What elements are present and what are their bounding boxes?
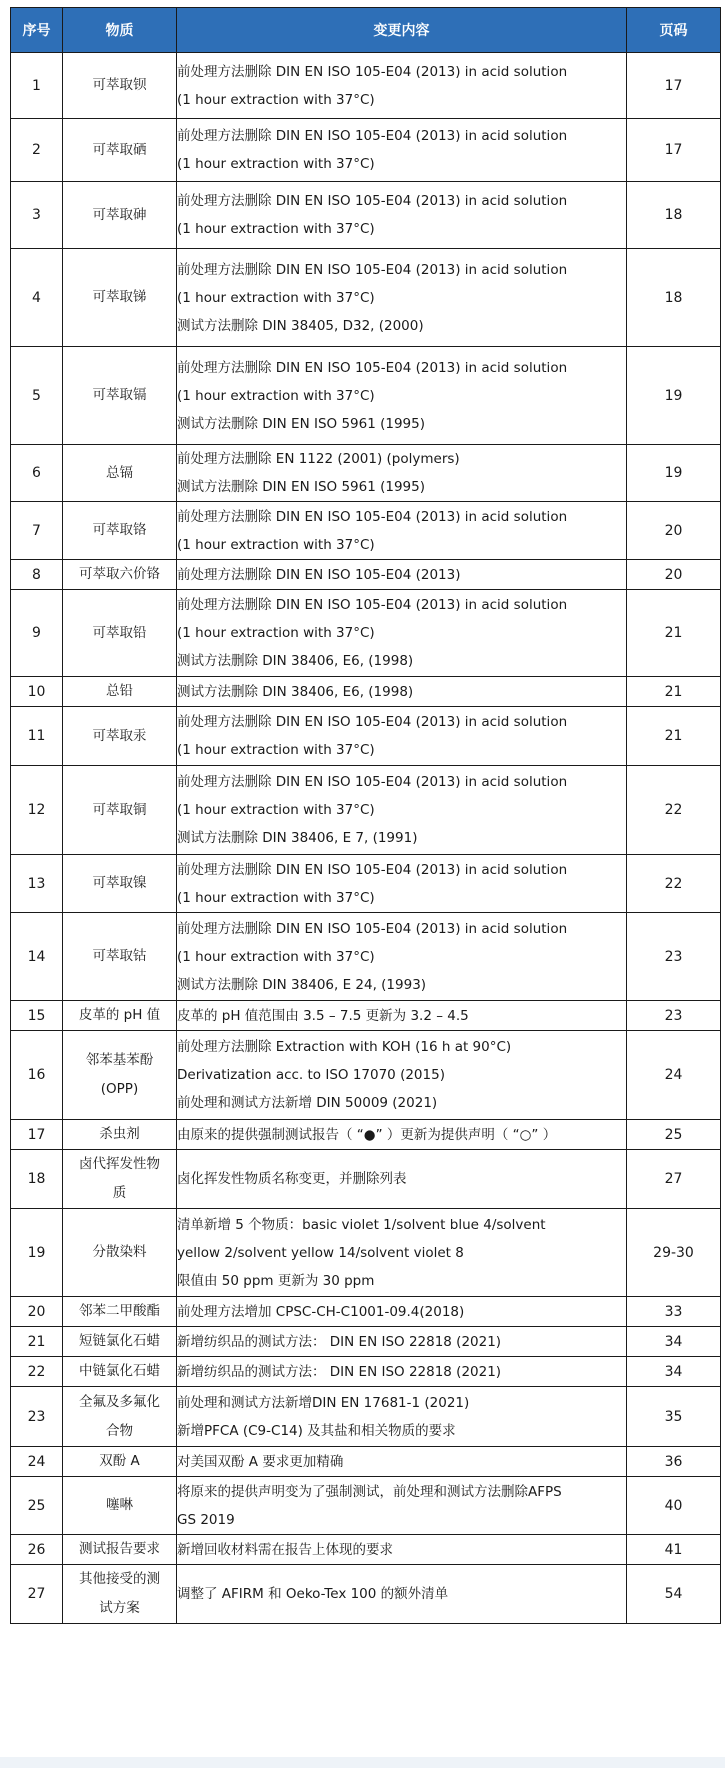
change-line: 测试方法删除 DIN 38406, E6, (1998)	[177, 683, 414, 700]
substance-line: 全氟及多氟化	[79, 1393, 160, 1410]
row-number: 26	[11, 1535, 63, 1565]
change-content-cell	[177, 1031, 627, 1120]
change-line: 前处理方法删除 DIN EN ISO 105-E04 (2013) in acid solution	[177, 597, 568, 613]
substance-cell	[63, 1031, 177, 1120]
change-content-cell	[177, 1477, 627, 1535]
change-content-cell	[177, 1535, 627, 1565]
change-line: (1 hour extraction with 37°C)	[177, 625, 375, 641]
substance-cell: 可萃取钴	[63, 913, 177, 1001]
page-number-cell: 36	[627, 1447, 721, 1477]
page-number-cell: 24	[627, 1031, 721, 1120]
change-line: 前处理方法删除 DIN EN ISO 105-E04 (2013) in acid solution	[177, 774, 568, 790]
change-line: (1 hour extraction with 37°C)	[177, 156, 375, 172]
header-substance: 物质	[63, 8, 177, 53]
substance-line: (OPP)	[100, 1081, 139, 1097]
row-number: 22	[11, 1357, 63, 1387]
header-page: 页码	[627, 8, 721, 53]
change-line: 清单新增 5 个物质：basic violet 1/solvent blue 4/solvent	[177, 1216, 546, 1233]
table-row	[11, 1120, 721, 1150]
change-line: 前处理方法删除 DIN EN ISO 105-E04 (2013) in acid solution	[177, 861, 568, 878]
substance-line: 质	[112, 1185, 127, 1201]
row-number: 12	[11, 766, 63, 855]
change-summary-table	[10, 7, 721, 1624]
table-row	[11, 1327, 721, 1357]
table-row	[11, 707, 721, 766]
substance-cell: 可萃取硒	[63, 119, 177, 182]
change-line: 由原来的提供强制测试报告（ “●” ）更新为提供声明（ “○” ）	[177, 1126, 557, 1143]
change-line: 前处理和测试方法新增 DIN 50009 (2021)	[177, 1095, 438, 1111]
row-number: 14	[11, 913, 63, 1001]
substance-cell: 可萃取砷	[63, 182, 177, 249]
page-number-cell: 23	[627, 1001, 721, 1031]
row-number: 8	[11, 560, 63, 590]
change-line: yellow 2/solvent yellow 14/solvent violet 8	[177, 1244, 464, 1261]
change-content-cell	[177, 560, 627, 590]
row-number: 1	[11, 53, 63, 119]
change-line: 测试方法删除 DIN 38406, E6, (1998)	[177, 653, 414, 669]
table-row	[11, 1387, 721, 1447]
table-row	[11, 1447, 721, 1477]
table-row	[11, 53, 721, 119]
substance-cell: 可萃取汞	[63, 707, 177, 766]
substance-cell: 可萃取六价铬	[63, 560, 177, 590]
change-line: 前处理方法删除 DIN EN ISO 105-E04 (2013) in acid solution	[177, 261, 568, 278]
substance-cell: 测试报告要求	[63, 1535, 177, 1565]
change-line: 前处理方法删除 EN 1122 (2001) (polymers)	[177, 451, 460, 467]
row-number: 11	[11, 707, 63, 766]
substance-cell	[63, 1150, 177, 1209]
change-line: 新增纺织品的测试方法： DIN EN ISO 22818 (2021)	[177, 1363, 502, 1380]
substance-cell: 可萃取锑	[63, 249, 177, 347]
substance-cell: 可萃取镉	[63, 347, 177, 445]
change-content-cell	[177, 249, 627, 347]
row-number: 7	[11, 502, 63, 560]
change-content-cell	[177, 707, 627, 766]
table-row	[11, 1357, 721, 1387]
change-content-cell	[177, 53, 627, 119]
page-number-cell: 18	[627, 249, 721, 347]
change-line: (1 hour extraction with 37°C)	[177, 289, 375, 306]
change-line: (1 hour extraction with 37°C)	[177, 802, 375, 818]
page-number-cell: 40	[627, 1477, 721, 1535]
change-line: 前处理方法删除 DIN EN ISO 105-E04 (2013) in acid solution	[177, 128, 568, 144]
page-number-cell: 19	[627, 347, 721, 445]
change-line: (1 hour extraction with 37°C)	[177, 387, 375, 404]
change-content-cell	[177, 1120, 627, 1150]
table-row	[11, 855, 721, 913]
page-number-cell: 21	[627, 590, 721, 677]
change-content-cell	[177, 1001, 627, 1031]
page-number-cell: 23	[627, 913, 721, 1001]
change-line: 前处理方法删除 Extraction with KOH (16 h at 90°C)	[177, 1039, 512, 1055]
row-number: 3	[11, 182, 63, 249]
page-number-cell: 20	[627, 502, 721, 560]
row-number: 15	[11, 1001, 63, 1031]
change-line: 新增纺织品的测试方法： DIN EN ISO 22818 (2021)	[177, 1333, 502, 1350]
page-number-cell: 17	[627, 119, 721, 182]
header-change: 变更内容	[177, 8, 627, 53]
substance-cell: 可萃取铬	[63, 502, 177, 560]
substance-cell: 总镉	[63, 445, 177, 502]
substance-line: 其他接受的测	[79, 1571, 160, 1587]
row-number: 16	[11, 1031, 63, 1120]
table-row	[11, 347, 721, 445]
table-row	[11, 1535, 721, 1565]
page-number-cell: 25	[627, 1120, 721, 1150]
substance-cell	[63, 1565, 177, 1624]
change-line: 新增回收材料需在报告上体现的要求	[177, 1541, 393, 1558]
row-number: 10	[11, 677, 63, 707]
page-number-cell: 34	[627, 1327, 721, 1357]
page-number-cell: 20	[627, 560, 721, 590]
table-row	[11, 1565, 721, 1624]
row-number: 25	[11, 1477, 63, 1535]
change-line: 调整了 AFIRM 和 Oeko-Tex 100 的额外清单	[177, 1586, 449, 1602]
table-row	[11, 249, 721, 347]
table-row	[11, 1477, 721, 1535]
table-row	[11, 1150, 721, 1209]
row-number: 2	[11, 119, 63, 182]
change-content-cell	[177, 1209, 627, 1297]
change-content-cell	[177, 855, 627, 913]
change-content-cell	[177, 119, 627, 182]
change-content-cell	[177, 1327, 627, 1357]
change-line: 前处理方法删除 DIN EN ISO 105-E04 (2013) in acid solution	[177, 714, 568, 730]
row-number: 9	[11, 590, 63, 677]
change-line: GS 2019	[177, 1511, 235, 1528]
change-line: Derivatization acc. to ISO 17070 (2015)	[177, 1067, 445, 1083]
row-number: 27	[11, 1565, 63, 1624]
table-row	[11, 1031, 721, 1120]
change-line: 前处理和测试方法新增DIN EN 17681-1 (2021)	[177, 1394, 470, 1411]
substance-cell	[63, 1387, 177, 1447]
page-number-cell: 35	[627, 1387, 721, 1447]
row-number: 13	[11, 855, 63, 913]
substance-cell: 皮革的 pH 值	[63, 1001, 177, 1031]
page-number-cell: 21	[627, 677, 721, 707]
table-row	[11, 677, 721, 707]
change-content-cell	[177, 502, 627, 560]
substance-cell: 总铅	[63, 677, 177, 707]
change-content-cell	[177, 1447, 627, 1477]
table-row	[11, 590, 721, 677]
change-content-cell	[177, 347, 627, 445]
table-row	[11, 1209, 721, 1297]
change-content-cell	[177, 677, 627, 707]
page-number-cell: 34	[627, 1357, 721, 1387]
change-content-cell	[177, 766, 627, 855]
table-row	[11, 560, 721, 590]
table-row	[11, 119, 721, 182]
table-body	[11, 53, 721, 1624]
page-number-cell: 19	[627, 445, 721, 502]
row-number: 6	[11, 445, 63, 502]
substance-cell: 中链氯化石蜡	[63, 1357, 177, 1387]
change-line: 对美国双酚 A 要求更加精确	[177, 1453, 344, 1470]
substance-cell: 双酚 A	[63, 1447, 177, 1477]
table-row	[11, 182, 721, 249]
change-line: 前处理方法删除 DIN EN ISO 105-E04 (2013) in acid solution	[177, 508, 568, 525]
change-line: 皮革的 pH 值范围由 3.5 – 7.5 更新为 3.2 – 4.5	[177, 1007, 469, 1024]
change-line: 前处理方法增加 CPSC-CH-C1001-09.4(2018)	[177, 1303, 465, 1320]
change-line: 测试方法删除 DIN 38406, E 24, (1993)	[177, 976, 427, 993]
change-content-cell	[177, 913, 627, 1001]
change-line: (1 hour extraction with 37°C)	[177, 536, 375, 553]
substance-cell: 邻苯二甲酸酯	[63, 1297, 177, 1327]
change-line: 前处理方法删除 DIN EN ISO 105-E04 (2013) in acid solution	[177, 193, 568, 209]
table-row	[11, 1297, 721, 1327]
substance-cell: 杀虫剂	[63, 1120, 177, 1150]
row-number: 24	[11, 1447, 63, 1477]
table-header-row	[11, 8, 721, 53]
table-row	[11, 766, 721, 855]
change-content-cell	[177, 1387, 627, 1447]
substance-cell: 噻啉	[63, 1477, 177, 1535]
row-number: 5	[11, 347, 63, 445]
substance-cell: 分散染料	[63, 1209, 177, 1297]
row-number: 19	[11, 1209, 63, 1297]
row-number: 21	[11, 1327, 63, 1357]
change-line: 前处理方法删除 DIN EN ISO 105-E04 (2013) in acid solution	[177, 63, 568, 80]
page-number-cell: 17	[627, 53, 721, 119]
change-line: 前处理方法删除 DIN EN ISO 105-E04 (2013) in acid solution	[177, 359, 568, 376]
change-content-cell	[177, 590, 627, 677]
change-content-cell	[177, 182, 627, 249]
change-line: (1 hour extraction with 37°C)	[177, 742, 375, 758]
substance-line: 试方案	[99, 1600, 140, 1616]
substance-line: 合物	[106, 1422, 133, 1439]
row-number: 4	[11, 249, 63, 347]
table-row	[11, 502, 721, 560]
substance-line: 邻苯基苯酚	[85, 1052, 154, 1068]
change-line: (1 hour extraction with 37°C)	[177, 91, 375, 108]
substance-cell: 可萃取钡	[63, 53, 177, 119]
page-number-cell: 22	[627, 766, 721, 855]
substance-cell: 可萃取镍	[63, 855, 177, 913]
page-number-cell: 21	[627, 707, 721, 766]
change-line: 限值由 50 ppm 更新为 30 ppm	[177, 1272, 375, 1289]
page-number-cell: 18	[627, 182, 721, 249]
change-content-cell	[177, 445, 627, 502]
page-number-cell: 27	[627, 1150, 721, 1209]
change-line: 前处理方法删除 DIN EN ISO 105-E04 (2013)	[177, 566, 461, 583]
header-no: 序号	[11, 8, 63, 53]
substance-line: 卤代挥发性物	[79, 1156, 160, 1172]
change-line: (1 hour extraction with 37°C)	[177, 221, 375, 237]
table-row	[11, 445, 721, 502]
change-line: 前处理方法删除 DIN EN ISO 105-E04 (2013) in acid solution	[177, 920, 568, 937]
substance-cell: 短链氯化石蜡	[63, 1327, 177, 1357]
change-line: 卤化挥发性物质名称变更，并删除列表	[177, 1171, 407, 1187]
page-number-cell: 54	[627, 1565, 721, 1624]
substance-cell: 可萃取铅	[63, 590, 177, 677]
change-line: 新增PFCA (C9-C14) 及其盐和相关物质的要求	[177, 1422, 456, 1439]
row-number: 18	[11, 1150, 63, 1209]
change-line: 测试方法删除 DIN EN ISO 5961 (1995)	[177, 415, 425, 432]
change-content-cell	[177, 1150, 627, 1209]
change-content-cell	[177, 1297, 627, 1327]
change-content-cell	[177, 1357, 627, 1387]
change-line: 测试方法删除 DIN EN ISO 5961 (1995)	[177, 479, 425, 495]
row-number: 23	[11, 1387, 63, 1447]
row-number: 17	[11, 1120, 63, 1150]
change-line: 将原来的提供声明变为了强制测试，前处理和测试方法删除AFPS	[177, 1483, 562, 1500]
substance-cell: 可萃取铜	[63, 766, 177, 855]
change-content-cell	[177, 1565, 627, 1624]
page-number-cell: 29-30	[627, 1209, 721, 1297]
table-row	[11, 1001, 721, 1031]
table-row	[11, 913, 721, 1001]
change-line: (1 hour extraction with 37°C)	[177, 889, 375, 906]
page-bottom-strip	[0, 1757, 725, 1768]
change-line: 测试方法删除 DIN 38405, D32, (2000)	[177, 317, 424, 334]
row-number: 20	[11, 1297, 63, 1327]
change-line: 测试方法删除 DIN 38406, E 7, (1991)	[177, 830, 418, 846]
page-number-cell: 33	[627, 1297, 721, 1327]
page-number-cell: 22	[627, 855, 721, 913]
change-line: (1 hour extraction with 37°C)	[177, 948, 375, 965]
page-number-cell: 41	[627, 1535, 721, 1565]
